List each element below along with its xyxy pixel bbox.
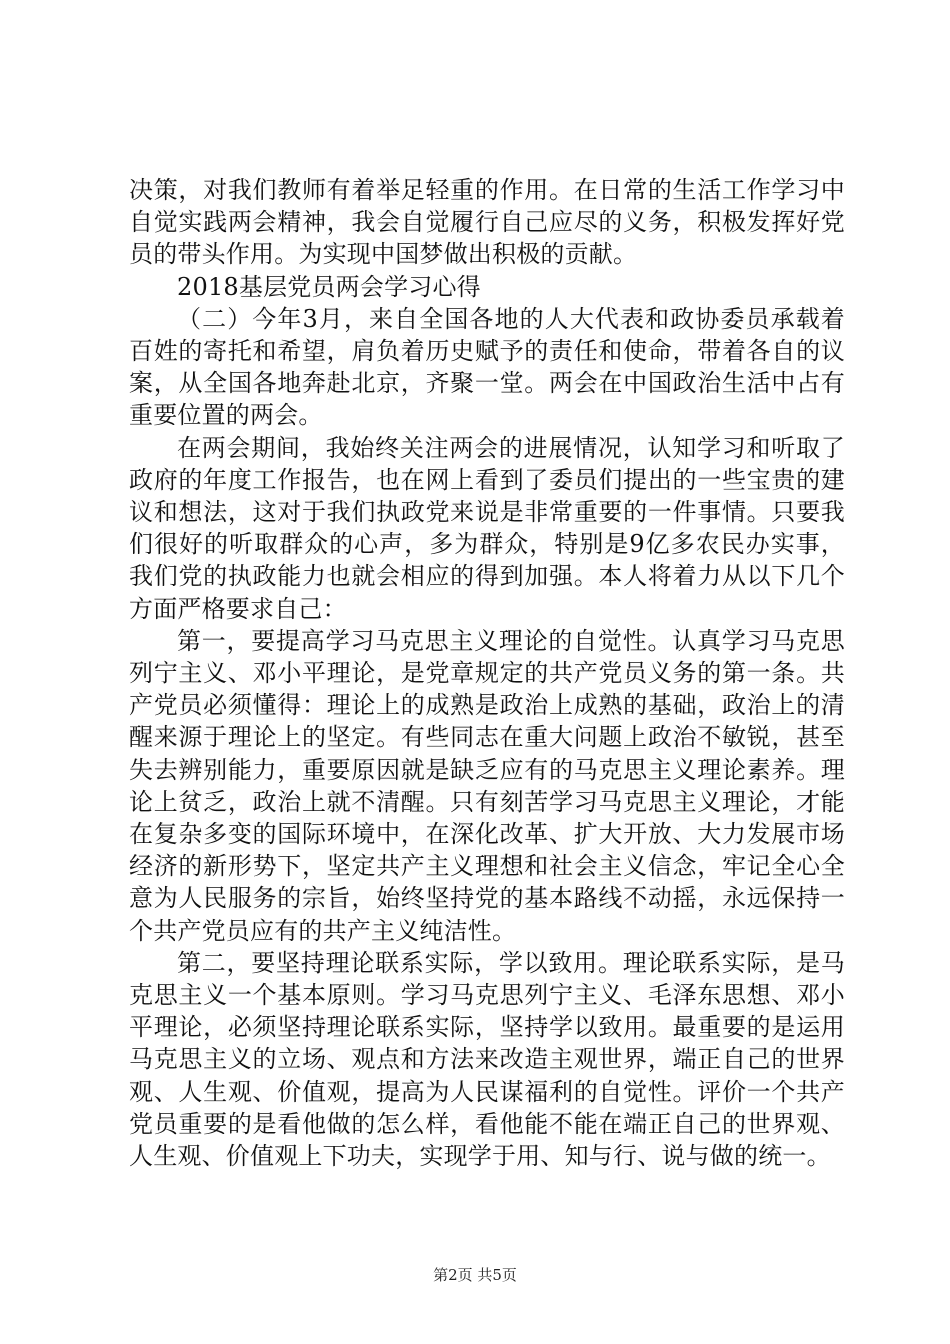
paragraph-continuation: 决策，对我们教师有着举足轻重的作用。在日常的生活工作学习中自觉实践两会精神，我会自觉履行自己应尽的义务，积极发挥好党员的带头作用。为实现中国梦做出积极的贡献。 [129, 176, 845, 269]
paragraph-point-one: 第一，要提高学习马克思主义理论的自觉性。认真学习马克思列宁主义、邓小平理论，是党章规定的共产党员义务的第一条。共产党员必须懂得：理论上的成熟是政治上成熟的基础，政治上的清醒来源于理论上的坚定。有些同志在重大问题上政治不敏锐，甚至失去辨别能力，重要原因就是缺乏应有的马克思主义理论素养。理论上贫乏，政治上就不清醒。只有刻苦学习马克思主义理论，才能在复杂多变的国际环境中，在深化改革、扩大开放、大力发展市场经济的新形势下，坚定共产主义理想和社会主义信念，牢记全心全意为人民服务的宗旨，始终坚持党的基本路线不动摇，永远保持一个共产党员应有的共产主义纯洁性。 [129, 626, 845, 945]
document-body [129, 174, 845, 1172]
paragraph-point-two: 第二，要坚持理论联系实际，学以致用。理论联系实际，是马克思主义一个基本原则。学习马克思列宁主义、毛泽东思想、邓小平理论，必须坚持理论联系实际，坚持学以致用。最重要的是运用马克思主义的立场、观点和方法来改造主观世界，端正自己的世界观、人生观、价值观，提高为人民谋福利的自觉性。评价一个共产党员重要的是看他做的怎么样，看他能不能在端正自己的世界观、人生观、价值观上下功夫，实现学于用、知与行、说与做的统一。 [129, 948, 845, 1171]
section-heading: 2018基层党员两会学习心得 [177, 272, 481, 301]
paragraph-intro: （二）今年3月，来自全国各地的人大代表和政协委员承载着百姓的寄托和希望，肩负着历史赋予的责任和使命，带着各自的议案，从全国各地奔赴北京，齐聚一堂。两会在中国政治生活中占有重要位置的两会。 [129, 304, 845, 430]
paragraph-during-sessions: 在两会期间，我始终关注两会的进展情况，认知学习和听取了政府的年度工作报告，也在网上看到了委员们提出的一些宝贵的建议和想法，这对于我们执政党来说是非常重要的一件事情。只要我们很好的听取群众的心声，多为群众，特别是9亿多农民办实事，我们党的执政能力也就会相应的得到加强。本人将着力从以下几个方面严格要求自己： [129, 433, 845, 623]
page-number-footer: 第2页 共5页 [433, 1266, 517, 1284]
